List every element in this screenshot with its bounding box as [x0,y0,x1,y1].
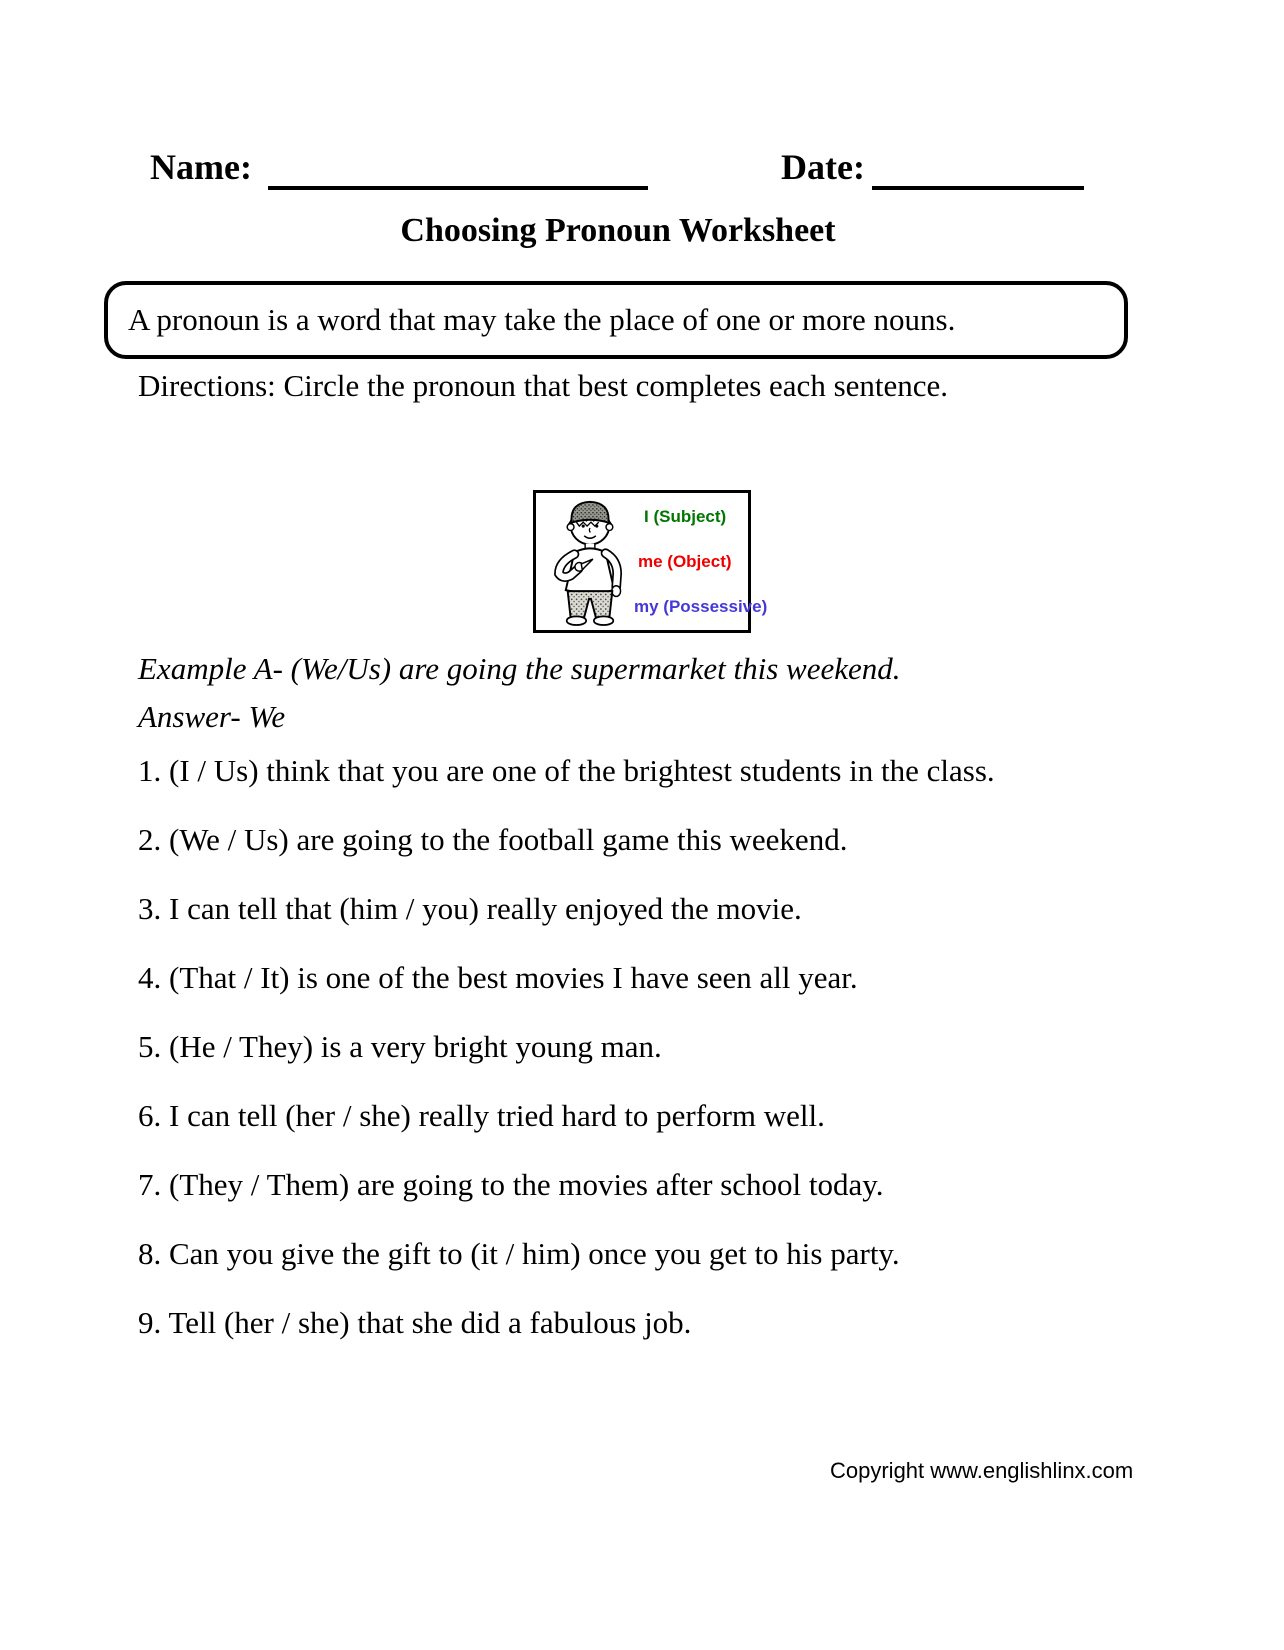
directions-text: Directions: Circle the pronoun that best completes each sentence. [138,368,949,403]
question-item-6 [138,1093,1198,1138]
question-number: 7. [138,1167,162,1202]
figure-label-subject: I (Subject) [644,507,727,526]
question-number: 9. [138,1305,162,1340]
question-number: 4. [138,960,162,995]
question-text: (That / It) is one of the best movies I have seen all year. [169,960,858,995]
question-item-1 [138,748,1073,793]
question-number: 5. [138,1029,162,1064]
figure-label-possessive: my (Possessive) [634,597,768,616]
pronoun-figure [533,490,768,633]
name-label: Name: [150,147,252,187]
question-text: Tell (her / she) that she did a fabulous job. [168,1305,692,1340]
question-number: 1. [138,753,162,788]
question-number: 8. [138,1236,162,1271]
name-blank-line [268,186,648,190]
question-item-9 [138,1300,1198,1345]
question-text: (He / They) is a very bright young man. [169,1029,662,1064]
question-item-7 [138,1162,1198,1207]
question-number: 2. [138,822,162,857]
question-item-3 [138,886,1198,931]
example-sentence: Example A- (We/Us) are going the supermarket this weekend. [138,651,901,686]
question-text: Can you give the gift to (it / him) once you get to his party. [169,1236,900,1271]
definition-text: A pronoun is a word that may take the place of one or more nouns. [128,302,956,337]
page-title: Choosing Pronoun Worksheet [400,212,836,249]
figure-label-object: me (Object) [638,552,732,571]
question-item-8 [138,1231,1198,1276]
example-answer: Answer- We [138,699,286,734]
question-text: (I / Us) think that you are one of the brightest students in the class. [169,753,995,788]
question-number: 6. [138,1098,162,1133]
question-item-4 [138,955,1198,1000]
question-text: I can tell (her / she) really tried hard to perform well. [169,1098,825,1133]
question-item-2 [138,817,1198,862]
date-label: Date: [781,147,865,187]
copyright-text: Copyright www.englishlinx.com [830,1458,1134,1483]
question-item-5 [138,1024,1198,1069]
definition-box [104,281,1128,359]
date-blank-line [872,186,1084,190]
question-text: I can tell that (him / you) really enjoyed the movie. [169,891,802,926]
boy-pointing-icon [540,496,640,627]
question-list [138,748,1198,1369]
question-text: (They / Them) are going to the movies after school today. [169,1167,884,1202]
example-block [138,645,1198,741]
question-number: 3. [138,891,162,926]
question-text: (We / Us) are going to the football game this weekend. [169,822,848,857]
